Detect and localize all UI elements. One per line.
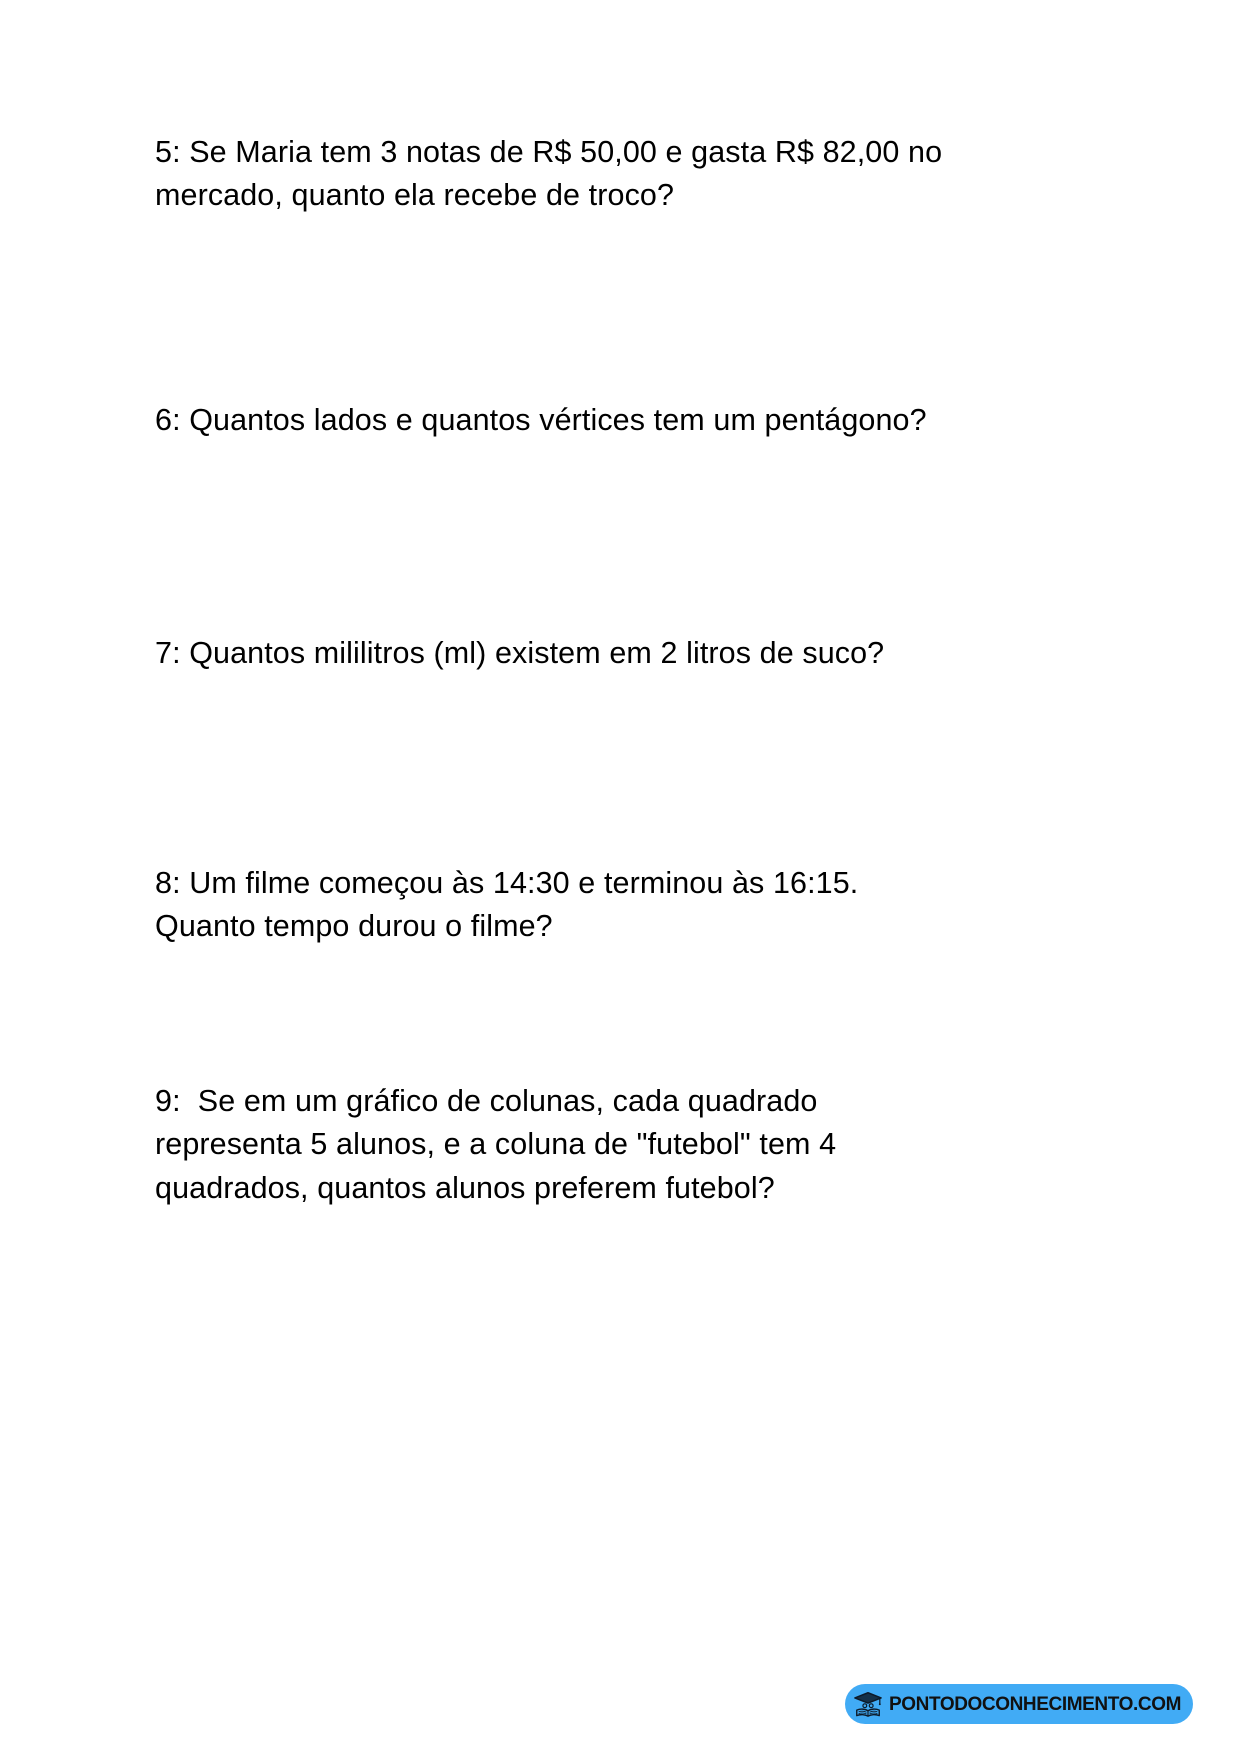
watermark-label: PONTODOCONHECIMENTO.COM (889, 1693, 1181, 1715)
question-item-7: 7: Quantos mililitros (ml) existem em 2 litros de suco? (155, 636, 885, 670)
question-item-5: 5: Se Maria tem 3 notas de R$ 50,00 e gasta R$ 82,00 no mercado, quanto ela recebe de troco? (155, 135, 951, 213)
graduation-cap-book-icon (853, 1689, 883, 1719)
question-item-6: 6: Quantos lados e quantos vértices tem um pentágono? (155, 403, 927, 437)
question-item-8: 8: Um filme começou às 14:30 e terminou às 16:15. Quanto tempo durou o filme? (155, 866, 867, 944)
watermark-badge[interactable] (845, 1684, 1193, 1724)
question-item-9: 9: Se em um gráfico de colunas, cada quadrado representa 5 alunos, e a coluna de "futebol" tem 4 quadrados, quantos alunos preferem futebol? (155, 1084, 845, 1205)
